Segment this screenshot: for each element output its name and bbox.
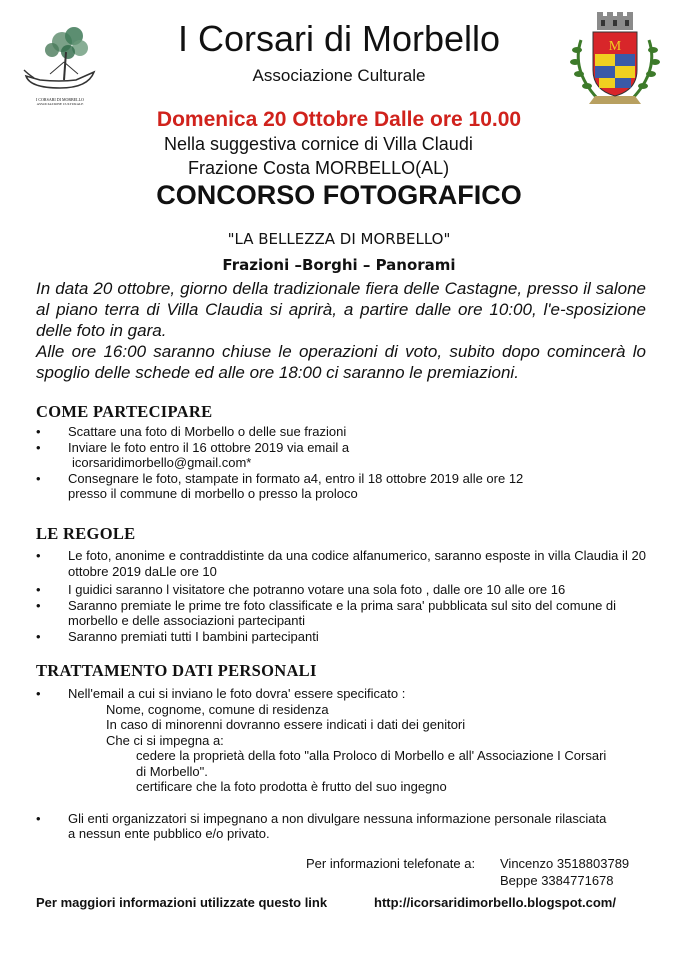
- contact-vincenzo[interactable]: Vincenzo 3518803789: [500, 856, 630, 871]
- blog-link[interactable]: http://icorsaridimorbello.blogspot.com/: [374, 895, 616, 910]
- partecipare-list: [36, 424, 646, 502]
- list-item: • Inviare le foto entro il 16 ottobre 2019 via email a: [36, 439, 350, 455]
- list-item: • Saranno premiati tutti I bambini partecipanti: [36, 628, 319, 644]
- bullet-icon: •: [36, 810, 41, 826]
- logo-text-line2: ASSOCIAZIONE CULTURALE: [36, 102, 84, 106]
- bullet-icon: •: [36, 548, 41, 563]
- sub-sub-item: cedere la proprietà della foto "alla Proloco di Morbello e all' Associazione I Corsari: [136, 748, 607, 763]
- venue-line-1: Nella suggestiva cornice di Villa Claudi: [164, 134, 473, 154]
- section-heading-partecipare: COME PARTECIPARE: [36, 402, 213, 421]
- event-date: Domenica 20 Ottobre Dalle ore 10.00: [156, 108, 522, 131]
- contact-label: Per informazioni telefonate a:: [306, 856, 476, 871]
- list-item: • I guidici saranno l visitatore che potranno votare una sola foto , dalle ore 10 alle ore 16: [36, 582, 566, 597]
- contest-title: CONCORSO FOTOGRAFICO: [156, 180, 522, 210]
- trattamento-list: [36, 686, 646, 842]
- bullet-icon: •: [36, 470, 41, 486]
- bullet-icon: •: [36, 582, 41, 597]
- list-item: • Consegnare le foto, stampate in formato a4, entro il 18 ottobre 2019 alle ore 12: [36, 470, 524, 486]
- sub-sub-item: certificare che la foto prodotta è frutto del suo ingegno: [136, 779, 447, 794]
- sub-item: Nome, cognome, comune di residenza: [106, 701, 329, 717]
- bullet-icon: •: [36, 686, 41, 701]
- contest-tagline: Frazioni –Borghi – Panorami: [222, 256, 456, 274]
- page-subtitle: Associazione Culturale: [252, 66, 426, 85]
- list-item: • Saranno premiate le prime tre foto classificate e la prima sara' pubblicata sul sito del comune di morbello e delle associazioni partecipanti: [36, 597, 617, 628]
- list-item: • Nell'email a cui si inviano le foto dovra' essere specificato :: [36, 686, 406, 701]
- bullet-icon: •: [36, 439, 41, 455]
- contact-beppe[interactable]: Beppe 3384771678: [500, 873, 614, 888]
- bullet-icon: •: [36, 628, 41, 644]
- list-item: • Gli enti organizzatori si impegnano a non divulgare nessuna informazione personale rilasciata: [36, 810, 607, 826]
- logo-text-line1: I CORSARI DI MORBELLO: [36, 97, 84, 102]
- section-heading-trattamento: TRATTAMENTO DATI PERSONALI: [36, 661, 317, 680]
- sub-item: In caso di minorenni dovranno essere indicati i dati dei genitori: [106, 717, 466, 732]
- intro-text: [36, 278, 646, 383]
- email-address[interactable]: icorsaridimorbello@gmail.com*: [72, 455, 252, 470]
- list-item: • Le foto, anonime e contraddistinte da una codice alfanumerico, saranno esposte in villa Claudia il 20 ottobre 2019 daLle ore 10: [36, 548, 646, 579]
- intro-paragraph-1: In data 20 ottobre, giorno della tradizionale fiera delle Castagne, presso il salone al piano terra di Villa Claudia si aprirà, a partire dalle ore 10:00, l'e-sposizione delle foto in gara.: [36, 279, 646, 340]
- more-info-text: Per maggiori informazioni utilizzate questo link: [36, 895, 328, 910]
- sub-sub-item-continued: di Morbello".: [136, 763, 208, 779]
- bullet-icon: •: [36, 424, 41, 439]
- intro-paragraph-2: Alle ore 16:00 saranno chiuse le operazioni di voto, subito dopo comincerà lo spoglio delle schede ed alle ore 18:00 ci saranno le premiazioni.: [36, 342, 646, 382]
- list-item-continued: a nessun ente pubblico e/o privato.: [68, 826, 270, 841]
- regole-list: [36, 548, 646, 644]
- list-item: • Scattare una foto di Morbello o delle sue frazioni: [36, 424, 347, 439]
- sub-item: Che ci si impegna a:: [106, 732, 224, 748]
- bullet-icon: •: [36, 597, 41, 613]
- shield-letter: M: [608, 39, 622, 54]
- contest-theme: "LA BELLEZZA DI MORBELLO": [227, 230, 451, 248]
- list-item-continued: presso il commune di morbello o presso la proloco: [68, 486, 358, 501]
- venue-line-2: Frazione Costa MORBELLO(AL): [188, 158, 450, 178]
- page-title: I Corsari di Morbello: [177, 18, 501, 59]
- section-heading-regole: LE REGOLE: [36, 524, 136, 543]
